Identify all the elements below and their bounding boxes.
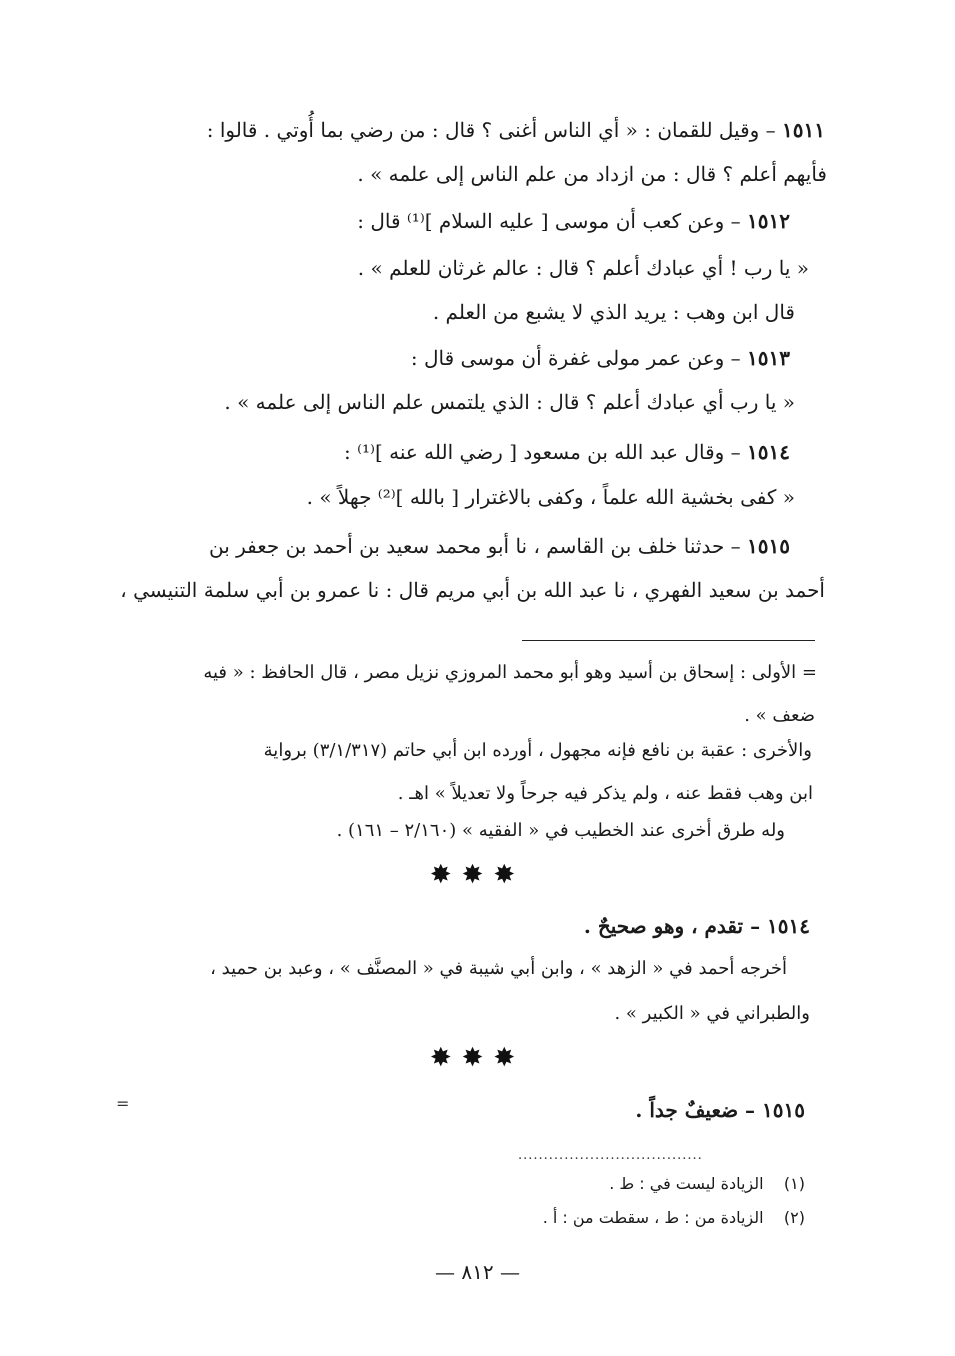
note-line-2: ضعف » . [744,705,815,726]
note-line-3: والأخرى : عقبة بن نافع فإنه مجهول ، أورده ابن أبي حاتم (٣/١/٣١٧) برواية [263,740,812,761]
entry-number: ١٥١٣ [747,346,790,370]
footnote-2: (٢) الزيادة من : ط ، سقطت من : أ . [542,1208,805,1227]
entry-1512-line-3: قال ابن وهب : يريد الذي لا يشبع من العلم . [432,300,795,324]
entry-1514-line-1: ١٥١٤ – وقال عبد الله بن مسعود [ رضي الله عنه ]⁽¹⁾ : [344,440,790,464]
footnote-1: (١) الزيادة ليست في : ط . [609,1174,805,1193]
takhreej-1514-heading: ١٥١٤ – تقدم ، وهو صحيحٌ . [583,914,810,938]
entry-1512-line-1: ١٥١٢ – وعن كعب أن موسى [ عليه السلام ]⁽¹⁾ قال : [357,209,790,233]
footnote-number: (١) [783,1174,805,1193]
separator-rule [522,640,815,641]
entry-1513-line-2: « يا رب أي عبادك أعلم ؟ قال : الذي يلتمس علم الناس إلى علمه » . [224,390,795,414]
section-divider-stars: ✸✸✸ [429,1043,526,1073]
entry-1515-line-2: أحمد بن سعيد الفهري ، نا عبد الله بن أبي مريم قال : نا عمرو بن أبي سلمة التنيسي ، [120,578,825,602]
entry-1511-line-1: ١٥١١ – وقيل للقمان : « أي الناس أغنى ؟ قال : من رضي بما أُوتي . قالوا : [206,118,825,142]
footnote-dots: .................................... [518,1148,703,1163]
entry-1514-line-2: « كفى بخشية الله علماً ، وكفى بالاغترار [ بالله ]⁽²⁾ جهلاً » . [306,485,795,509]
entry-number: ١٥١١ [782,118,825,142]
entry-number: ١٥١٥ [762,1098,805,1122]
entry-number: ١٥١٥ [747,534,790,558]
entry-1512-line-2: « يا رب ! أي عبادك أعلم ؟ قال : عالم غرثان للعلم » . [357,256,809,280]
entry-number: ١٥١٢ [747,209,790,233]
entry-number: ١٥١٤ [767,914,810,938]
entry-1511-line-2: فأيهم أعلم ؟ قال : من ازداد من علم الناس إلى علمه » . [357,162,827,186]
entry-1515-line-1: ١٥١٥ – حدثنا خلف بن القاسم ، نا أبو محمد سعيد بن أحمد بن جعفر بن [208,534,790,558]
entry-number: ١٥١٤ [747,440,790,464]
section-divider-stars: ✸✸✸ [429,860,526,890]
page-number: — ٨١٢ — [435,1260,520,1284]
takhreej-1514-line-3: والطبراني في « الكبير » . [614,1003,810,1024]
note-line-4: ابن وهب فقط عنه ، ولم يذكر فيه جرحاً ولا تعديلاً » اهـ . [397,783,813,804]
takhreej-1515-heading: ١٥١٥ – ضعيفٌ جداً . [635,1098,805,1122]
note-line-5: وله طرق أخرى عند الخطيب في « الفقيه » (٢/١٦٠ – ١٦١) . [336,820,785,841]
takhreej-1514-line-2: أخرجه أحمد في « الزهد » ، وابن أبي شيبة في « المصنَّف » ، وعبد بن حميد ، [210,958,787,979]
footnote-number: (٢) [783,1208,805,1227]
entry-1513-line-1: ١٥١٣ – وعن عمر مولى غفرة أن موسى قال : [410,346,790,370]
continuation-mark: = [116,1094,130,1113]
note-line-1: = الأولى : إسحاق بن أسيد وهو أبو محمد المروزي نزيل مصر ، قال الحافظ : « فيه [203,662,817,683]
